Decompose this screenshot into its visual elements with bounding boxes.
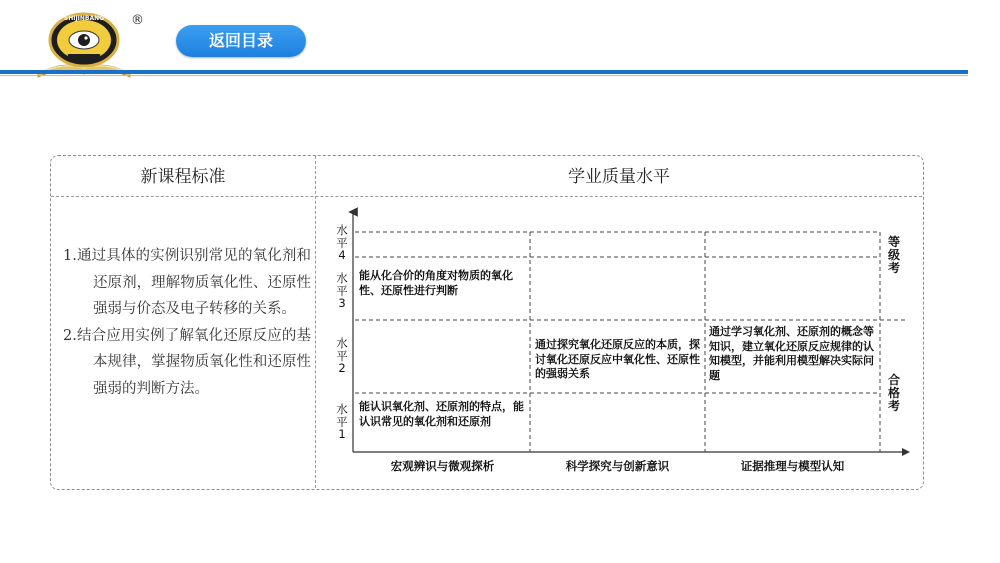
level-label-4: 水 平 4	[336, 223, 348, 262]
curriculum-standard-header: 新课程标准	[140, 167, 226, 187]
x-axis-arrow	[902, 448, 910, 456]
grade-label-lower: 合格考	[887, 373, 900, 413]
category-reasoning-model: 证据推理与模型认知	[740, 459, 845, 473]
standard-item-2: 2.结合应用实例了解氧化还原反应的基本规律，掌握物质氧化性和还原性强弱的判断方法。	[63, 327, 311, 397]
registered-mark: ®	[131, 13, 144, 28]
back-to-contents-button[interactable]: 返回目录	[176, 25, 306, 57]
level-label-1: 水 平 1	[336, 402, 348, 441]
level-label-2: 水 平 2	[336, 336, 348, 375]
cell-level2-reasoning: 通过学习氧化剂、还原剂的概念等知识，建立氧化还原反应规律的认知模型，并能利用模型解决实际问题	[709, 325, 874, 382]
standard-item-1: 1.通过具体的实例识别常见的氧化剂和还原剂，理解物质氧化性、还原性强弱与价态及电子转移的关系。	[63, 248, 311, 317]
grade-label-upper: 等级考	[887, 235, 900, 275]
cell-level1-macro: 能认识氧化剂、还原剂的特点，能认识常见的氧化剂和还原剂	[359, 400, 524, 428]
category-inquiry-innovation: 科学探究与创新意识	[565, 459, 670, 473]
cell-level3-macro: 能从化合价的角度对物质的氧化性、还原性进行判断	[359, 269, 513, 297]
quality-level-header: 学业质量水平	[568, 167, 670, 187]
category-macro-micro: 宏观辨识与微观探析	[390, 459, 495, 473]
level-label-3: 水 平 3	[336, 271, 348, 310]
logo-text: SHIJINBANG	[63, 15, 105, 22]
cell-level2-inquiry: 通过探究氧化还原反应的本质，探讨氧化还原反应中氧化性、还原性的强弱关系	[535, 338, 700, 380]
